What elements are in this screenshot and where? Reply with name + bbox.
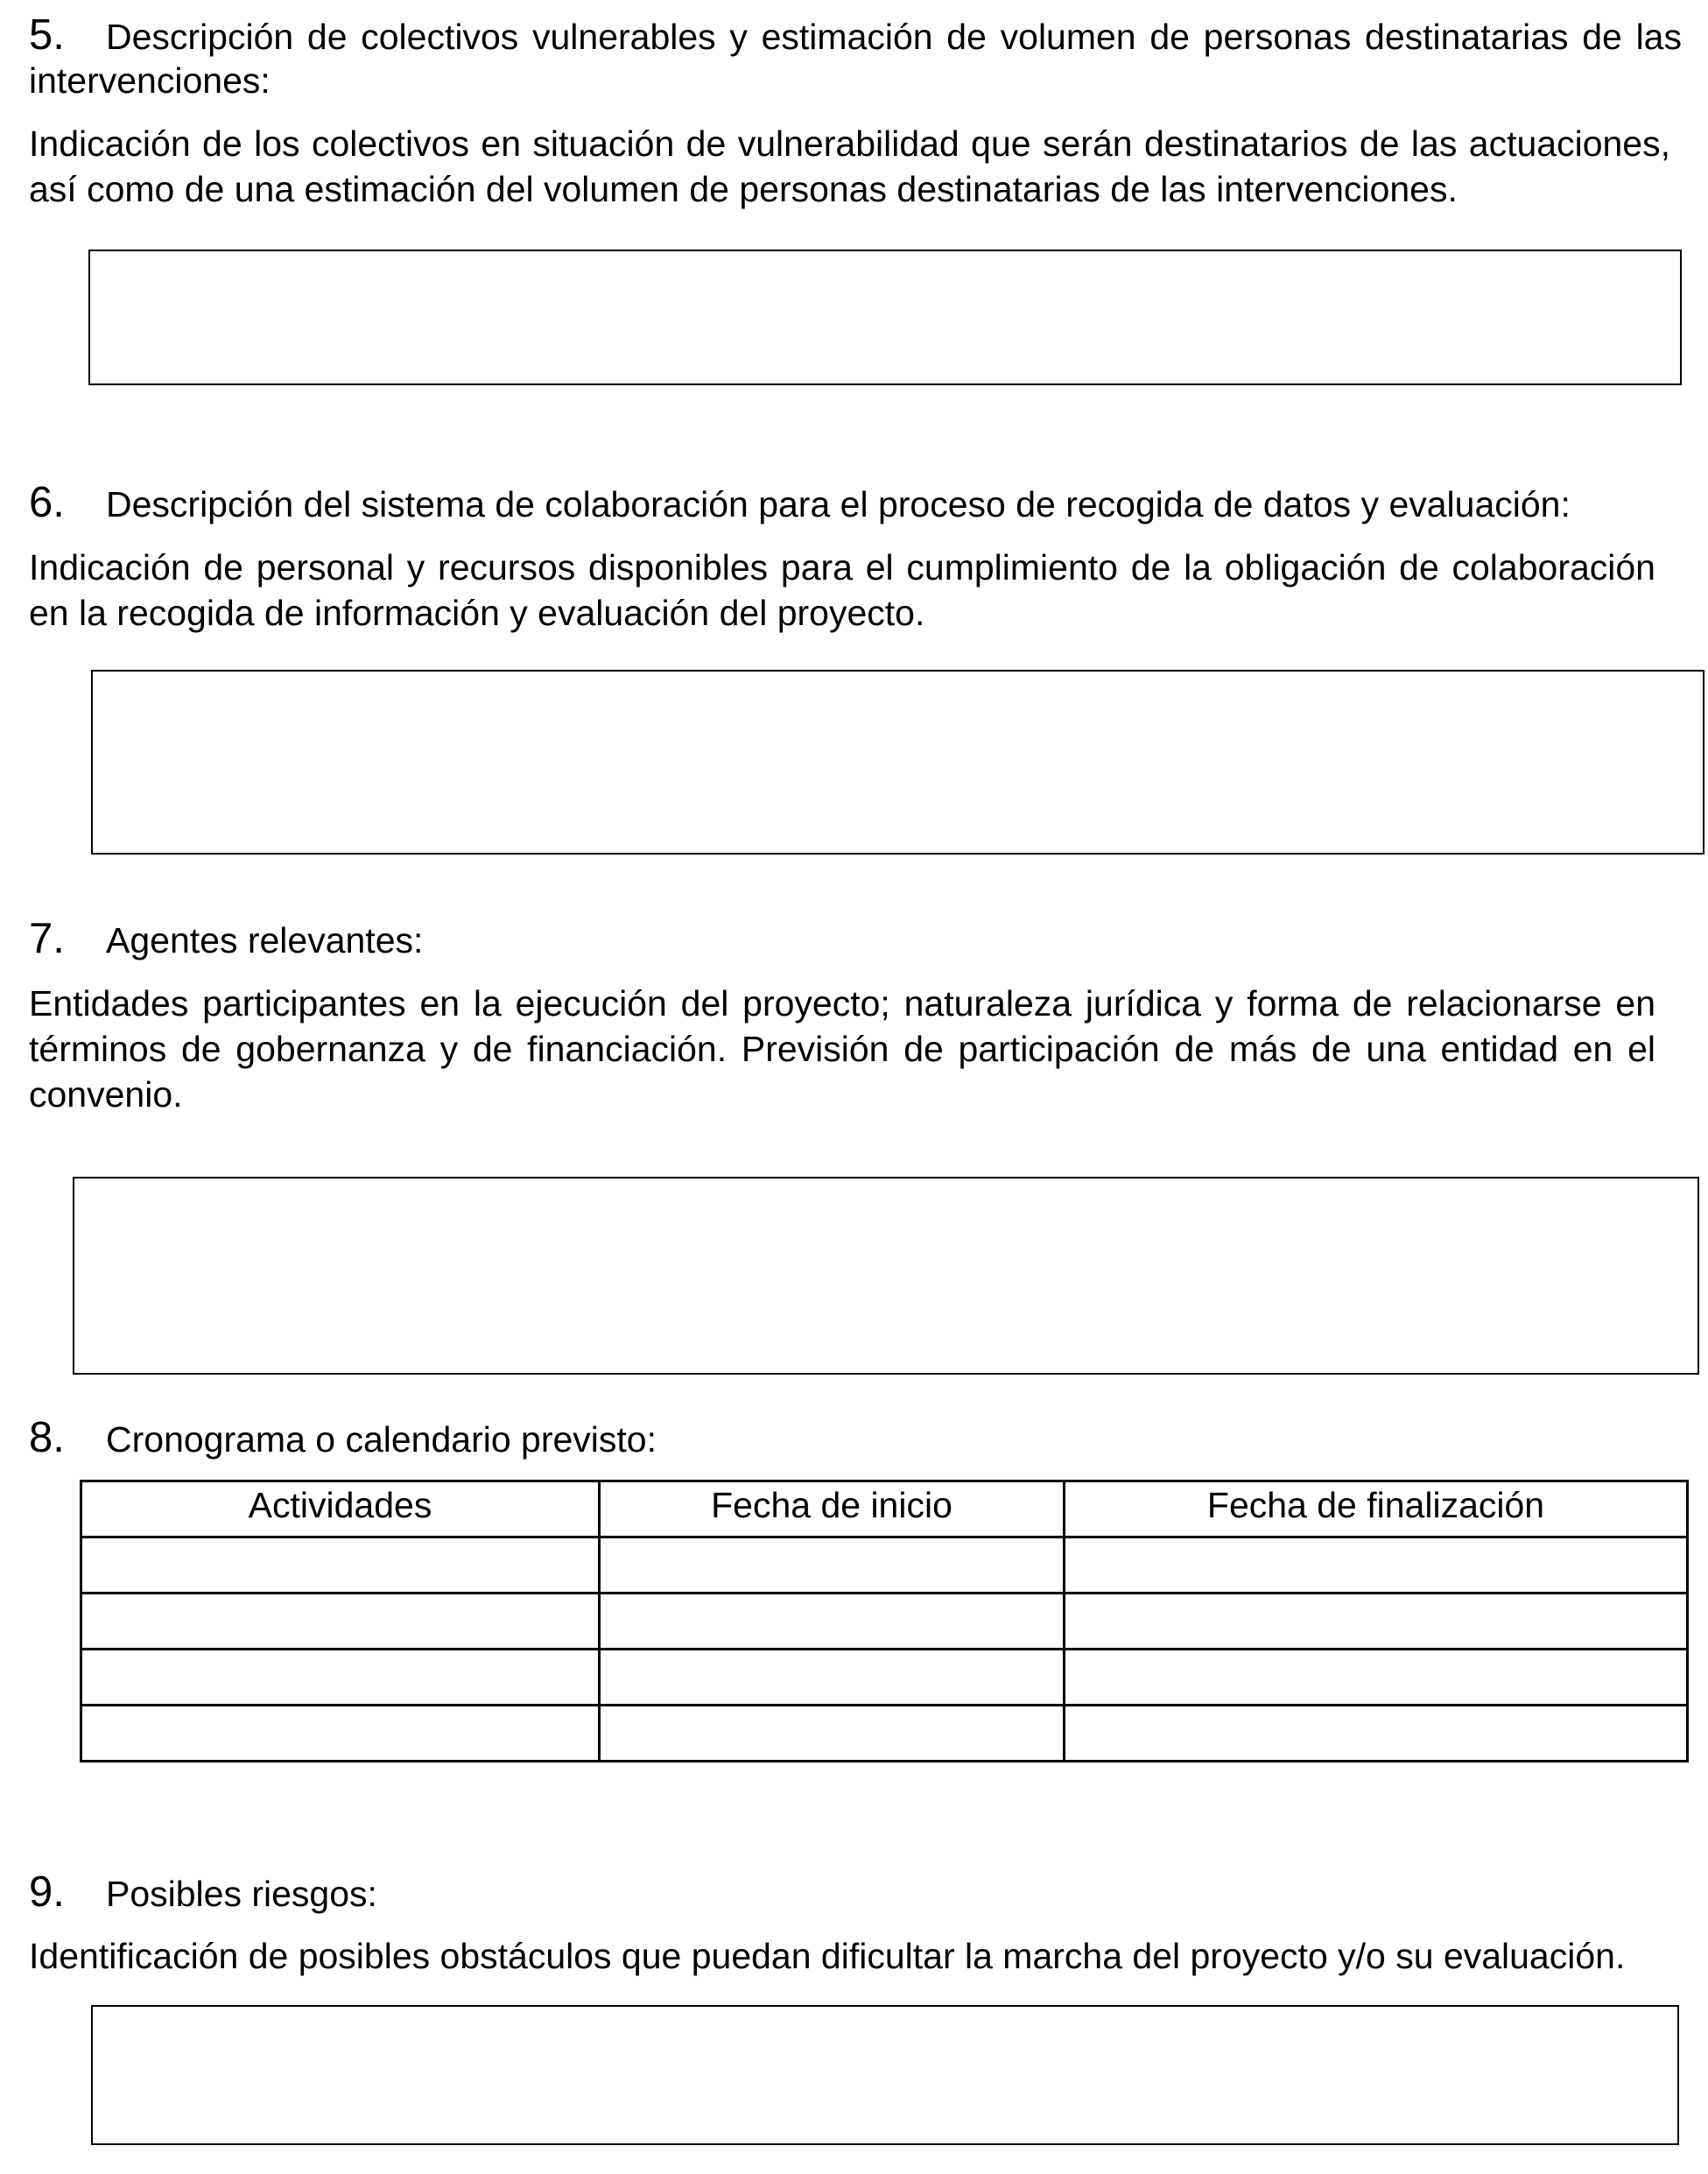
section-5-title-line2: intervenciones: xyxy=(29,60,271,101)
section-9-number: 9. xyxy=(29,1868,65,1916)
table-cell-start-date[interactable] xyxy=(600,1594,1065,1650)
table-row xyxy=(81,1537,1688,1594)
column-header-start-date: Fecha de inicio xyxy=(600,1481,1065,1537)
table-cell-end-date[interactable] xyxy=(1065,1650,1688,1706)
section-8-heading xyxy=(29,1415,657,1462)
table-row xyxy=(81,1594,1688,1650)
table-cell-end-date[interactable] xyxy=(1065,1706,1688,1762)
table-cell-activity[interactable] xyxy=(81,1650,600,1706)
section-7-description-line1: Entidades participantes en la ejecución del proyecto; naturaleza jurídica y forma de relacionarse en xyxy=(29,983,1655,1024)
section-5-description-line1: Indicación de los colectivos en situación de vulnerabilidad que serán destinatarios de las actuaciones, xyxy=(29,123,1670,164)
section-7-heading xyxy=(29,916,423,963)
table-cell-start-date[interactable] xyxy=(600,1537,1065,1594)
table-cell-activity[interactable] xyxy=(81,1706,600,1762)
section-7-response-box[interactable] xyxy=(73,1177,1699,1375)
table-cell-end-date[interactable] xyxy=(1065,1537,1688,1594)
section-9-heading xyxy=(29,1869,377,1917)
section-6-number: 6. xyxy=(29,479,65,526)
table-row xyxy=(81,1706,1688,1762)
table-cell-start-date[interactable] xyxy=(600,1706,1065,1762)
section-5-response-box[interactable] xyxy=(88,250,1682,385)
table-row xyxy=(81,1650,1688,1706)
section-5-title-line1: Descripción de colectivos vulnerables y estimación de volumen de personas destinatarias de las xyxy=(106,17,1682,57)
column-header-end-date: Fecha de finalización xyxy=(1065,1481,1688,1537)
section-6-title: Descripción del sistema de colaboración para el proceso de recogida de datos y evaluación: xyxy=(106,484,1571,524)
section-9-response-box[interactable] xyxy=(91,2005,1679,2145)
section-6-description-line2: en la recogida de información y evaluación del proyecto. xyxy=(29,593,925,633)
section-6-heading xyxy=(29,480,1571,527)
table-cell-activity[interactable] xyxy=(81,1537,600,1594)
column-header-activities: Actividades xyxy=(81,1481,600,1537)
section-7-description-line2: términos de gobernanza y de financiación. Previsión de participación de más de una entidad en el xyxy=(29,1029,1655,1069)
section-7-number: 7. xyxy=(29,915,65,962)
section-5-heading xyxy=(29,12,1682,60)
section-7-title: Agentes relevantes: xyxy=(106,920,424,960)
section-9-description: Identificación de posibles obstáculos que puedan dificultar la marcha del proyecto y/o su evaluación. xyxy=(29,1936,1626,1976)
section-5-number: 5. xyxy=(29,11,65,59)
section-6-description-line1: Indicación de personal y recursos disponibles para el cumplimiento de la obligación de colaboración xyxy=(29,547,1655,587)
schedule-header-row xyxy=(81,1481,1688,1537)
table-cell-end-date[interactable] xyxy=(1065,1594,1688,1650)
schedule-table xyxy=(80,1480,1689,1762)
section-8-title: Cronograma o calendario previsto: xyxy=(106,1419,657,1460)
table-cell-start-date[interactable] xyxy=(600,1650,1065,1706)
section-6-response-box[interactable] xyxy=(91,670,1704,855)
section-5-description-line2: así como de una estimación del volumen de personas destinatarias de las intervenciones. xyxy=(29,169,1458,209)
table-cell-activity[interactable] xyxy=(81,1594,600,1650)
section-7-description-line3: convenio. xyxy=(29,1074,183,1115)
section-8-number: 8. xyxy=(29,1414,65,1461)
section-9-title: Posibles riesgos: xyxy=(106,1874,377,1914)
